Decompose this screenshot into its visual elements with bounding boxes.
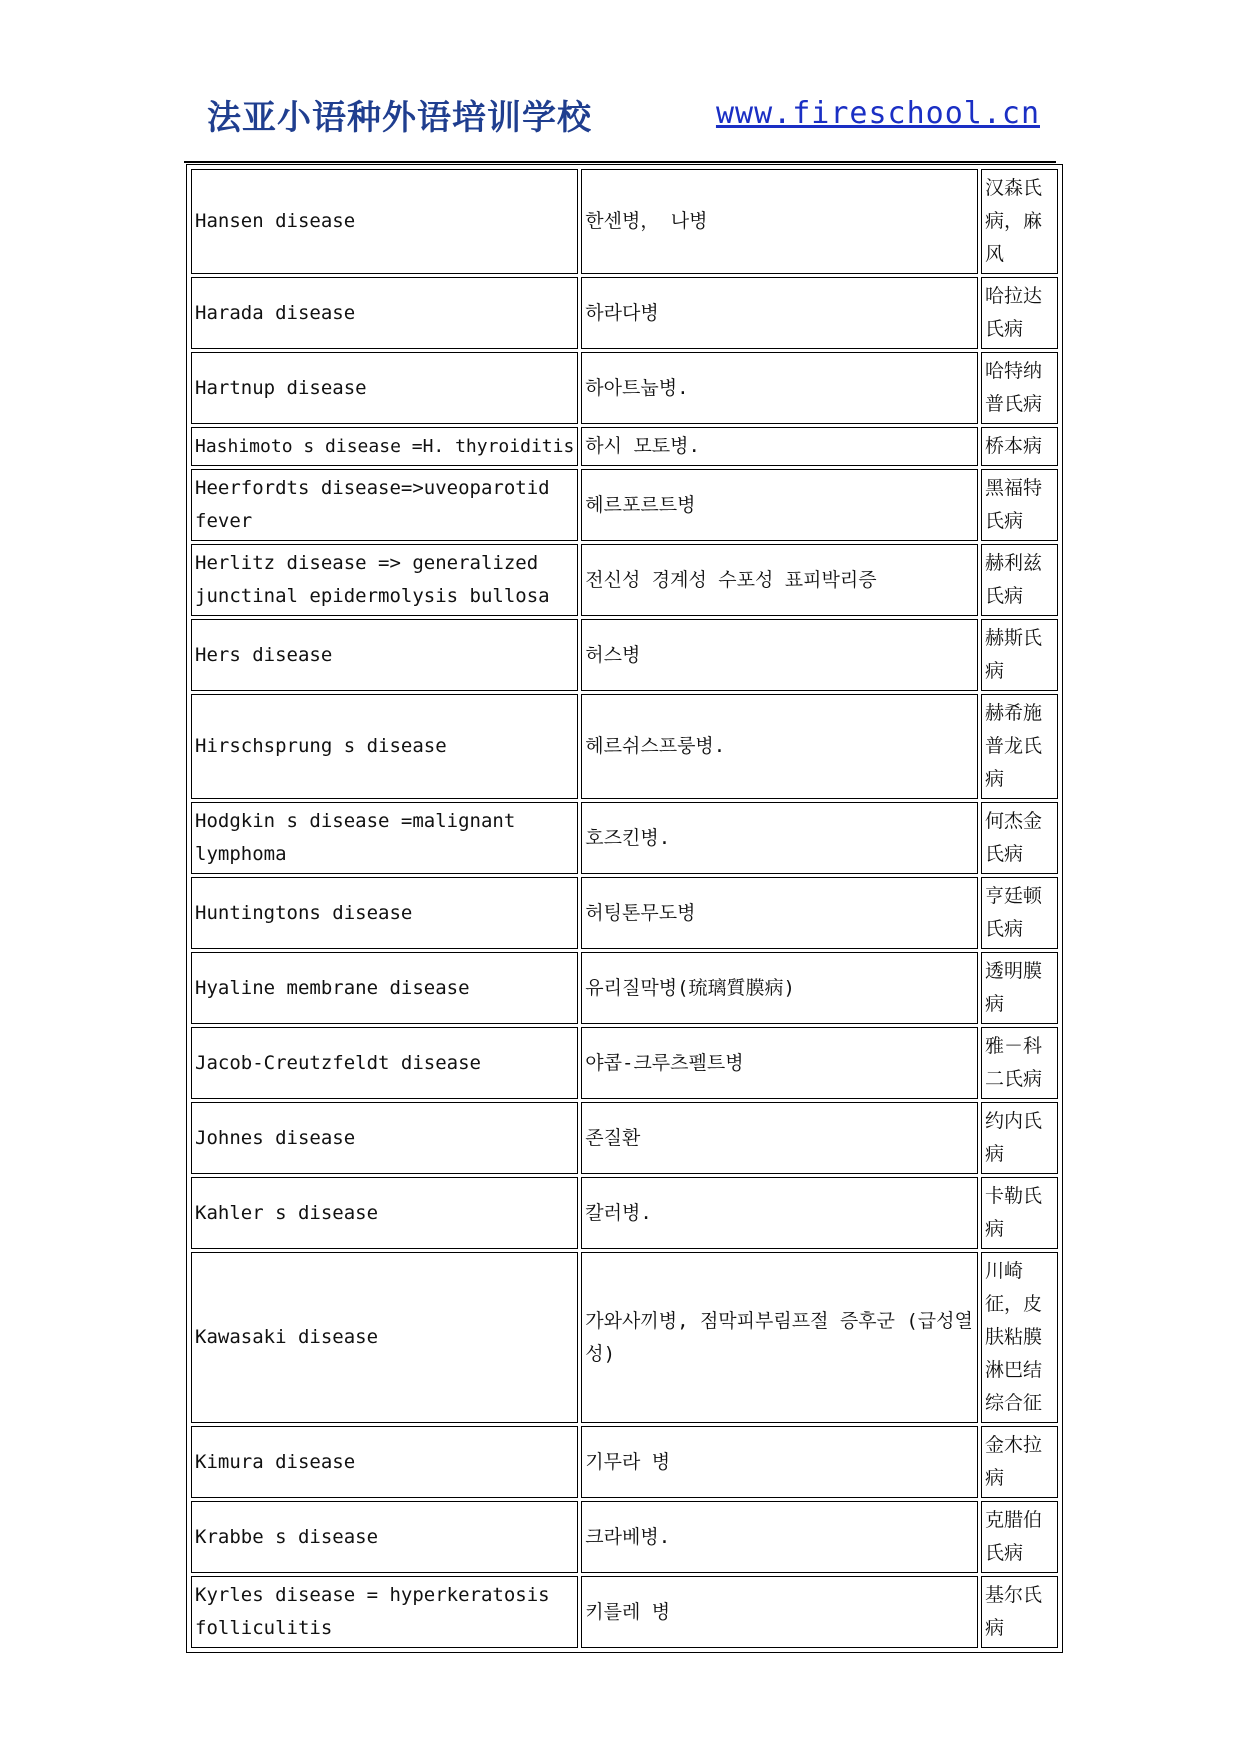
english-term-cell: Kimura disease — [191, 1426, 578, 1498]
english-term-cell: Heerfordts disease=>uveoparotid fever — [191, 469, 578, 541]
english-term-cell: Harada disease — [191, 277, 578, 349]
table-row — [191, 802, 1058, 874]
korean-term-cell: 유리질막병(琉璃質膜病) — [581, 952, 978, 1024]
chinese-term-cell: 哈拉达氏病 — [981, 277, 1058, 349]
school-website-link[interactable]: www.fireschool.cn — [715, 96, 1040, 131]
table-row — [191, 469, 1058, 541]
english-term-cell: Hodgkin s disease =malignant lymphoma — [191, 802, 578, 874]
table-row — [191, 427, 1058, 466]
english-term-cell: Kawasaki disease — [191, 1252, 578, 1423]
korean-term-cell: 기무라 병 — [581, 1426, 978, 1498]
korean-term-cell: 하라다병 — [581, 277, 978, 349]
chinese-term-cell: 黑福特氏病 — [981, 469, 1058, 541]
english-term-cell: Hirschsprung s disease — [191, 694, 578, 799]
korean-term-cell: 전신성 경계성 수포성 표피박리증 — [581, 544, 978, 616]
english-term-cell: Huntingtons disease — [191, 877, 578, 949]
table-row — [191, 1501, 1058, 1573]
korean-term-cell: 한센병， 나병 — [581, 169, 978, 274]
chinese-term-cell: 汉森氏病，麻风 — [981, 169, 1058, 274]
english-term-cell: Kahler s disease — [191, 1177, 578, 1249]
chinese-term-cell: 亨廷顿氏病 — [981, 877, 1058, 949]
chinese-term-cell: 金木拉病 — [981, 1426, 1058, 1498]
chinese-term-cell: 赫斯氏病 — [981, 619, 1058, 691]
chinese-term-cell: 卡勒氏病 — [981, 1177, 1058, 1249]
table-row — [191, 877, 1058, 949]
korean-term-cell: 키를레 병 — [581, 1576, 978, 1648]
chinese-term-cell: 哈特纳普氏病 — [981, 352, 1058, 424]
table-row — [191, 1102, 1058, 1174]
korean-term-cell: 하시 모토병. — [581, 427, 978, 466]
english-term-cell: Hashimoto s disease =H. thyroiditis — [191, 427, 578, 466]
chinese-term-cell: 桥本病 — [981, 427, 1058, 466]
glossary-table-frame — [186, 164, 1063, 1653]
chinese-term-cell: 基尔氏病 — [981, 1576, 1058, 1648]
table-row — [191, 1027, 1058, 1099]
english-term-cell: Hartnup disease — [191, 352, 578, 424]
korean-term-cell: 헤르포르트병 — [581, 469, 978, 541]
korean-term-cell: 존질환 — [581, 1102, 978, 1174]
table-row — [191, 694, 1058, 799]
page-header — [207, 82, 1050, 140]
english-term-cell: Hers disease — [191, 619, 578, 691]
table-row — [191, 169, 1058, 274]
english-term-cell: Jacob-Creutzfeldt disease — [191, 1027, 578, 1099]
table-row — [191, 1426, 1058, 1498]
korean-term-cell: 하아트눕병. — [581, 352, 978, 424]
chinese-term-cell: 约内氏病 — [981, 1102, 1058, 1174]
school-title: 法亚小语种外语培训学校 — [207, 98, 592, 138]
chinese-term-cell: 透明膜病 — [981, 952, 1058, 1024]
table-row — [191, 952, 1058, 1024]
table-row — [191, 277, 1058, 349]
english-term-cell: Kyrles disease = hyperkeratosis folliculitis — [191, 1576, 578, 1648]
table-row — [191, 544, 1058, 616]
chinese-term-cell: 川崎征，皮肤粘膜淋巴结综合征 — [981, 1252, 1058, 1423]
english-term-cell: Herlitz disease => generalized junctinal epidermolysis bullosa — [191, 544, 578, 616]
table-row — [191, 619, 1058, 691]
korean-term-cell: 허스병 — [581, 619, 978, 691]
english-term-cell: Krabbe s disease — [191, 1501, 578, 1573]
chinese-term-cell: 何杰金氏病 — [981, 802, 1058, 874]
korean-term-cell: 가와사끼병, 점막피부림프절 증후군 (급성열성) — [581, 1252, 978, 1423]
korean-term-cell: 칼러병. — [581, 1177, 978, 1249]
korean-term-cell: 허팅톤무도병 — [581, 877, 978, 949]
table-row — [191, 1252, 1058, 1423]
chinese-term-cell: 克腊伯氏病 — [981, 1501, 1058, 1573]
korean-term-cell: 야콥-크루츠펠트병 — [581, 1027, 978, 1099]
english-term-cell: Johnes disease — [191, 1102, 578, 1174]
korean-term-cell: 헤르쉬스프룽병. — [581, 694, 978, 799]
english-term-cell: Hyaline membrane disease — [191, 952, 578, 1024]
table-row — [191, 352, 1058, 424]
chinese-term-cell: 雅－科二氏病 — [981, 1027, 1058, 1099]
english-term-cell: Hansen disease — [191, 169, 578, 274]
korean-term-cell: 크라베병. — [581, 1501, 978, 1573]
table-row — [191, 1576, 1058, 1648]
chinese-term-cell: 赫利兹氏病 — [981, 544, 1058, 616]
table-row — [191, 1177, 1058, 1249]
disease-glossary-table — [188, 166, 1061, 1651]
chinese-term-cell: 赫希施普龙氏病 — [981, 694, 1058, 799]
korean-term-cell: 호즈킨병. — [581, 802, 978, 874]
header-divider — [184, 161, 1056, 163]
